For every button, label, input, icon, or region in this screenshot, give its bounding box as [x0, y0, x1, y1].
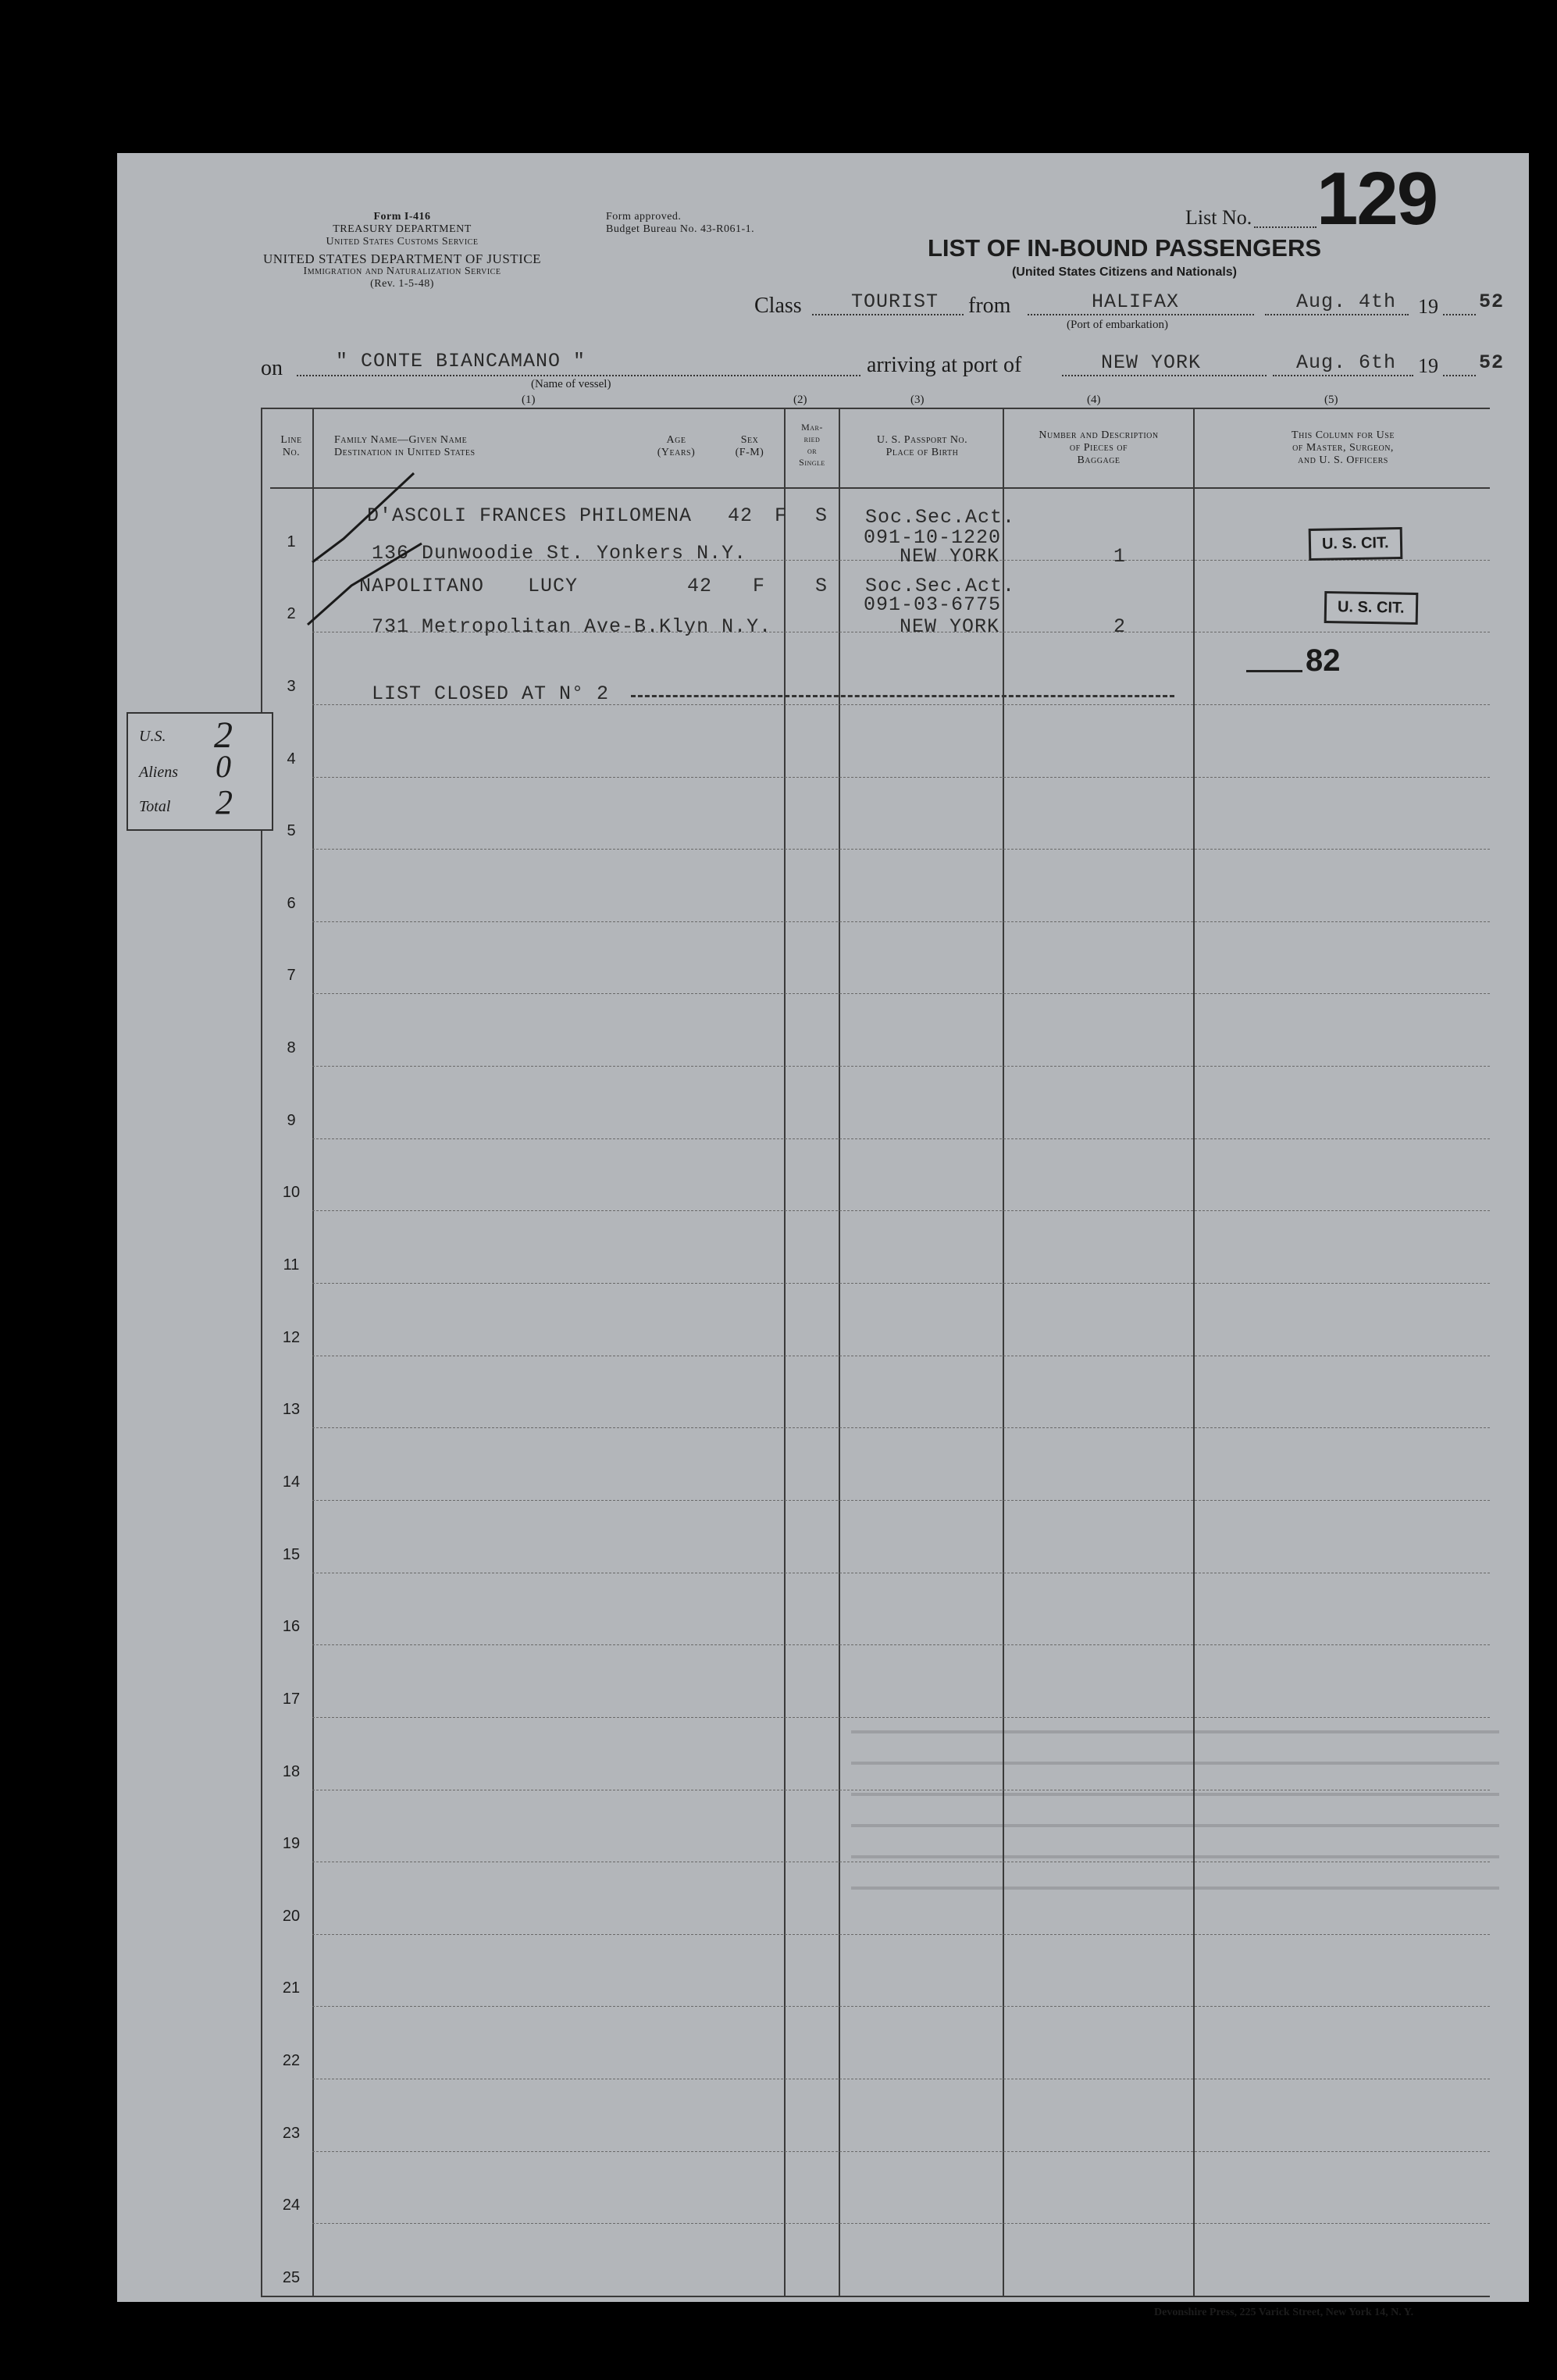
- arrival-year-line: [1443, 375, 1476, 376]
- arrival-year: 52: [1479, 351, 1505, 374]
- header-age-text: (Years): [657, 447, 696, 458]
- passenger-2-passport: Soc.Sec.Act.: [865, 575, 1016, 597]
- checkmark-strokes: [297, 469, 437, 640]
- departure-year: 52: [1479, 290, 1505, 313]
- officer-dash: [1246, 670, 1302, 672]
- treasury-department: TREASURY DEPARTMENT: [333, 223, 472, 235]
- header-family-text: Family Name—Given Name: [334, 434, 468, 446]
- line-number: 18: [282, 1763, 301, 1780]
- vessel-line: [297, 375, 860, 376]
- arrival-century: 19: [1418, 355, 1438, 377]
- passenger-1-name: D'ASCOLI FRANCES PHILOMENA: [367, 504, 693, 527]
- row-rule: [312, 1066, 1490, 1067]
- passenger-1-birthplace: NEW YORK: [900, 545, 1000, 568]
- row-rule: [312, 1138, 1490, 1139]
- line-number: 4: [287, 750, 296, 768]
- row-rule: [312, 1500, 1490, 1501]
- passenger-2-baggage: 2: [1113, 615, 1127, 638]
- column-number-3: (3): [910, 394, 925, 406]
- list-number-label: List No.: [1185, 206, 1252, 229]
- budget-bureau: Budget Bureau No. 43-R061-1.: [606, 223, 755, 235]
- header-baggage: [1007, 429, 1190, 467]
- departure-date: Aug. 4th: [1296, 290, 1397, 313]
- port-embarkation-caption: (Port of embarkation): [1067, 319, 1168, 331]
- header-baggage-text: Baggage: [1077, 454, 1121, 466]
- arrival-date-line: [1273, 375, 1413, 376]
- from-label: from: [968, 294, 1011, 318]
- arrival-date: Aug. 6th: [1296, 351, 1397, 374]
- from-line: [1028, 314, 1254, 315]
- line-number: 17: [282, 1691, 301, 1708]
- line-number: 19: [282, 1835, 301, 1852]
- arriving-label: arriving at port of: [867, 353, 1022, 377]
- header-officers: [1202, 429, 1484, 467]
- class-value: TOURIST: [851, 290, 939, 313]
- row-rule: [312, 1644, 1490, 1645]
- header-age: [645, 434, 707, 459]
- table-left-rule: [261, 408, 262, 2297]
- embarkation-port: HALIFAX: [1092, 290, 1180, 313]
- line-number: 12: [282, 1329, 301, 1346]
- header-passport: [848, 434, 996, 459]
- line-number: 15: [282, 1546, 301, 1563]
- table-bottom-rule: [261, 2296, 1490, 2297]
- header-married-text: Single: [799, 457, 825, 468]
- list-number-stamp: 129: [1317, 157, 1438, 240]
- arrival-port-line: [1062, 375, 1267, 376]
- passenger-1-passport-no: 091-10-1220: [864, 526, 1002, 549]
- tally-us-value: 2: [214, 714, 233, 756]
- bleed-through-text: [851, 1730, 1499, 1902]
- line-number: 5: [287, 822, 296, 839]
- header-family-name: [334, 434, 476, 459]
- line-number: 23: [282, 2125, 301, 2142]
- passenger-1-marital: S: [815, 504, 828, 527]
- line-number: 14: [282, 1473, 301, 1491]
- row-rule: [312, 2223, 1490, 2224]
- row-rule: [312, 1210, 1490, 1211]
- list-number-line: [1254, 226, 1317, 228]
- depart-date-line: [1265, 314, 1409, 315]
- list-closed-dashes: [631, 695, 1174, 697]
- line-number: 1: [287, 533, 296, 550]
- form-approved: Form approved.: [606, 211, 682, 223]
- passenger-2-birthplace: NEW YORK: [900, 615, 1000, 638]
- header-sex-text: (F-M): [735, 447, 764, 458]
- column-number-5: (5): [1324, 394, 1338, 406]
- row-rule: [312, 921, 1490, 922]
- marital-column-rule: [839, 408, 840, 2297]
- officer-number: 82: [1306, 643, 1341, 678]
- column-number-1: (1): [522, 394, 536, 406]
- line-number: 8: [287, 1039, 296, 1056]
- line-number: 7: [287, 967, 296, 984]
- row-rule: [312, 993, 1490, 994]
- vessel-caption: (Name of vessel): [531, 378, 611, 390]
- document-subtitle: (United States Citizens and Nationals): [1011, 265, 1238, 279]
- line-number: 6: [287, 895, 296, 912]
- on-label: on: [261, 356, 283, 380]
- header-officers-text: of Master, Surgeon,: [1292, 442, 1394, 454]
- line-number: 9: [287, 1112, 296, 1129]
- row-rule: [312, 1427, 1490, 1428]
- passenger-1-citizen-stamp: U. S. CIT.: [1309, 527, 1402, 561]
- column-number-2: (2): [793, 394, 807, 406]
- line-column-rule: [312, 408, 314, 2297]
- department-of-justice: UNITED STATES DEPARTMENT OF JUSTICE: [262, 251, 542, 266]
- baggage-column-rule: [1193, 408, 1195, 2297]
- tally-aliens-label: Aliens: [139, 764, 178, 781]
- header-line-no: [270, 434, 312, 459]
- header-married-text: Mar-: [801, 422, 823, 433]
- passport-column-rule: [1003, 408, 1004, 2297]
- row-rule: [312, 777, 1490, 778]
- document-title: LIST OF IN-BOUND PASSENGERS: [927, 234, 1322, 262]
- class-label: Class: [754, 294, 802, 318]
- header-line-text: No.: [282, 447, 301, 458]
- customs-service: United States Customs Service: [326, 236, 479, 248]
- header-age-text: Age: [666, 434, 686, 446]
- line-number: 25: [282, 2269, 301, 2286]
- passenger-1-sex: F: [775, 504, 788, 527]
- row-rule: [312, 2151, 1490, 2152]
- row-rule: [312, 2006, 1490, 2007]
- line-number: 16: [282, 1618, 301, 1635]
- immigration-service: Immigration and Naturalization Service: [303, 265, 501, 277]
- passenger-1-address: 136 Dunwoodie St. Yonkers N.Y.: [372, 542, 747, 565]
- depart-year-line: [1443, 314, 1476, 315]
- header-baggage-text: of Pieces of: [1069, 442, 1128, 454]
- passenger-2-name: NAPOLITANO LUCY: [359, 575, 579, 597]
- header-baggage-text: Number and Description: [1039, 429, 1159, 441]
- tally-us-label: U.S.: [139, 728, 166, 745]
- row-rule: [312, 1717, 1490, 1718]
- header-line-text: Line: [280, 434, 302, 446]
- departure-century: 19: [1418, 295, 1438, 318]
- line-number: 3: [287, 678, 296, 695]
- tally-aliens-value: 0: [216, 749, 231, 784]
- header-sex-text: Sex: [740, 434, 759, 446]
- tally-total-value: 2: [216, 783, 233, 821]
- row-rule: [312, 1283, 1490, 1284]
- revision: (Rev. 1-5-48): [370, 278, 434, 290]
- passenger-2-passport-no: 091-03-6775: [864, 593, 1002, 616]
- form-id-block: [258, 211, 547, 290]
- header-officers-text: and U. S. Officers: [1298, 454, 1388, 466]
- vessel-name: " CONTE BIANCAMANO ": [336, 350, 586, 372]
- arrival-port: NEW YORK: [1101, 351, 1202, 374]
- form-approval: [606, 211, 754, 236]
- name-column-rule: [784, 408, 786, 2297]
- header-married: [786, 422, 839, 469]
- passenger-2-marital: S: [815, 575, 828, 597]
- passenger-2-address: 731 Metropolitan Ave-B.Klyn N.Y.: [372, 615, 772, 638]
- passenger-1-passport: Soc.Sec.Act.: [865, 506, 1016, 529]
- passenger-1-age: 42: [728, 504, 754, 527]
- header-officers-text: This Column for Use: [1292, 429, 1395, 441]
- row-rule: [312, 849, 1490, 850]
- header-passport-text: U. S. Passport No.: [876, 434, 968, 446]
- line-number: 24: [282, 2197, 301, 2214]
- header-destination-text: Destination in United States: [334, 447, 476, 458]
- line-number: 11: [283, 1256, 300, 1274]
- table-header-rule: [270, 487, 1490, 489]
- passenger-2-sex: F: [753, 575, 766, 597]
- printer-imprint: Devonshire Press, 225 Varick Street, New York 14, N. Y.: [1154, 2307, 1414, 2318]
- header-married-text: or: [807, 445, 818, 456]
- passenger-2-age: 42: [687, 575, 713, 597]
- line-number: 22: [282, 2052, 301, 2069]
- row-rule: [312, 1934, 1490, 1935]
- line-number: 20: [282, 1908, 301, 1925]
- line-number: 13: [282, 1401, 301, 1418]
- passenger-1-baggage: 1: [1113, 545, 1127, 568]
- header-married-text: ried: [803, 433, 821, 444]
- passenger-2-citizen-stamp: U. S. CIT.: [1324, 591, 1418, 625]
- list-closed-note: LIST CLOSED AT N° 2: [372, 682, 610, 705]
- table-top-rule: [261, 408, 1490, 409]
- line-number: 21: [282, 1979, 301, 1997]
- header-birthplace-text: Place of Birth: [885, 447, 959, 458]
- line-number: 10: [282, 1184, 301, 1201]
- class-line: [812, 314, 964, 315]
- header-sex: [718, 434, 781, 459]
- column-number-4: (4): [1087, 394, 1101, 406]
- line-number: 2: [287, 605, 296, 622]
- tally-total-label: Total: [139, 798, 171, 815]
- tally-box: [126, 712, 273, 831]
- form-number: Form I-416: [373, 211, 431, 223]
